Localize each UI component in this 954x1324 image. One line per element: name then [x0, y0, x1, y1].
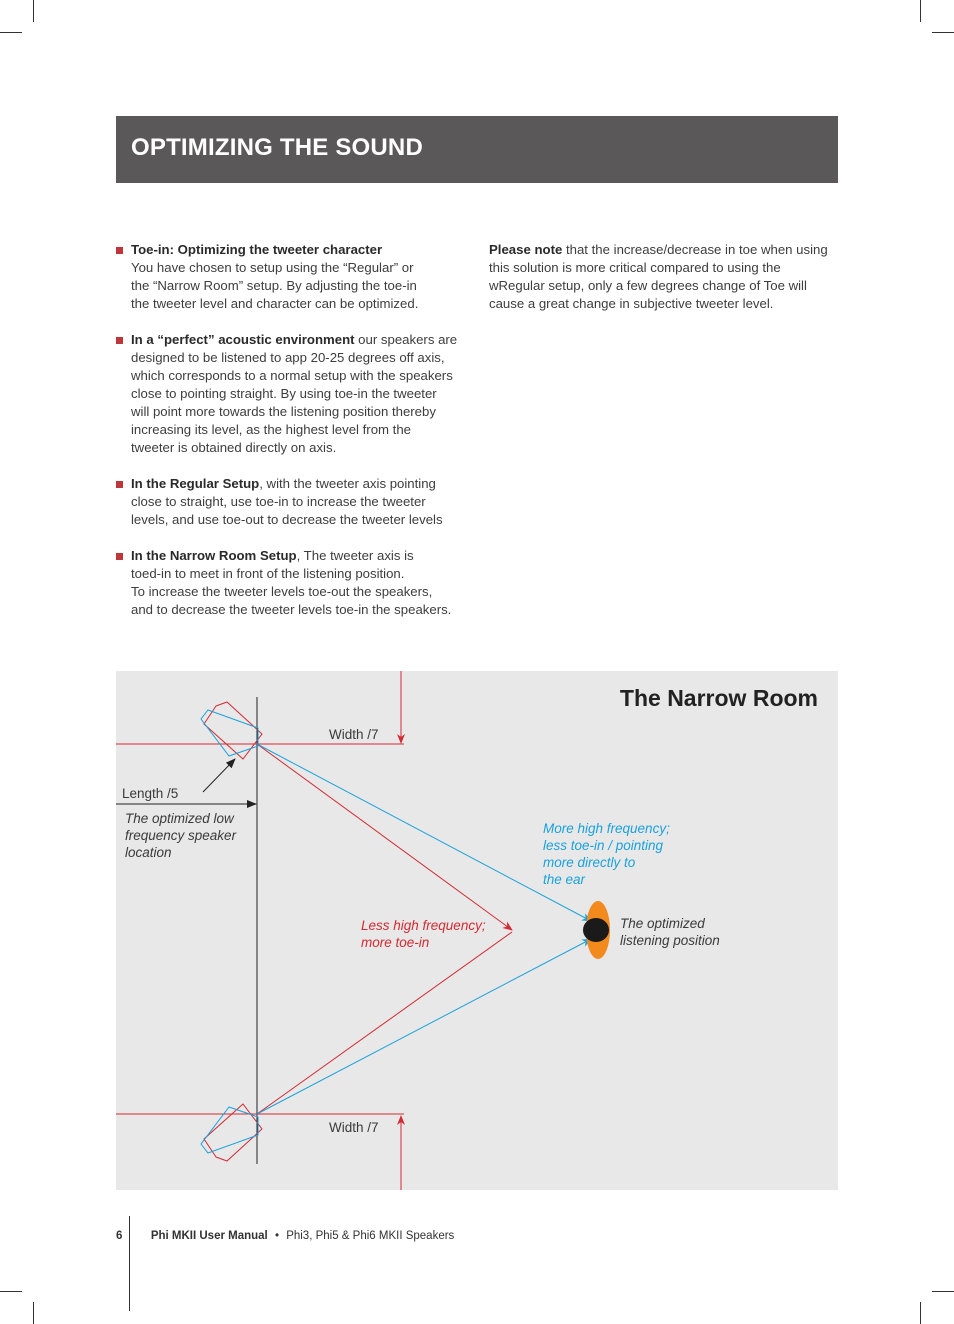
right-column — [489, 241, 841, 313]
diagram-title: The Narrow Room — [619, 685, 818, 711]
crop-mark — [920, 0, 921, 22]
text-line: You have chosen to setup using the “Regular” or — [131, 260, 414, 275]
text-line: listening position — [620, 933, 720, 948]
text-line: levels, and use toe-out to decrease the tweeter levels — [131, 512, 443, 527]
bullet-item — [131, 475, 471, 529]
footer-divider — [129, 1216, 130, 1311]
crop-mark — [920, 1302, 921, 1324]
manual-title: Phi MKII User Manual — [150, 1230, 268, 1242]
text-line: increasing its level, as the highest level from the — [131, 422, 412, 437]
bullet-heading: In the Regular Setup — [131, 476, 260, 491]
section-title: OPTIMIZING THE SOUND — [131, 134, 423, 161]
text-line: close to straight, use toe-in to increase the tweeter — [131, 494, 426, 509]
bullet-icon — [116, 247, 123, 254]
bullet-heading: In the Narrow Room Setup — [131, 548, 297, 563]
crop-mark — [0, 32, 22, 33]
text-line: Less high frequency; — [361, 918, 486, 933]
width-label-top: Width /7 — [329, 727, 379, 742]
text-line: the tweeter level and character can be optimized. — [131, 296, 419, 311]
blue-ray-top — [257, 744, 591, 921]
text-line: tweeter is obtained directly on axis. — [131, 440, 337, 455]
bullet-icon — [116, 553, 123, 560]
crop-mark — [0, 1291, 22, 1292]
text-line: wRegular setup, only a few degrees change of Toe will — [489, 278, 807, 293]
red-ray-bottom — [257, 932, 512, 1114]
footer-separator: • — [274, 1230, 279, 1242]
length-label: Length /5 — [122, 786, 179, 801]
crop-mark — [932, 1291, 954, 1292]
bullet-icon — [116, 337, 123, 344]
text-line: that the increase/decrease in toe when using — [562, 242, 828, 257]
crop-mark — [33, 0, 34, 22]
text-line: more directly to — [543, 855, 636, 870]
text-line: The optimized low — [125, 811, 234, 826]
text-line: less toe-in / pointing — [543, 838, 664, 853]
text-line: More high frequency; — [543, 821, 670, 836]
listener-dot — [583, 918, 609, 942]
blue-ray-bottom — [257, 939, 591, 1114]
section-header — [116, 116, 838, 183]
note-heading: Please note — [489, 242, 563, 257]
text-line: To increase the tweeter levels toe-out the speakers, — [131, 584, 433, 599]
more-high-frequency-label — [543, 820, 670, 888]
text-line: The optimized — [620, 916, 705, 931]
text-line: toed-in to meet in front of the listening position. — [131, 566, 405, 581]
speaker-bottom — [201, 1104, 262, 1161]
text-line: will point more towards the listening position thereby — [131, 404, 436, 419]
manual-subtitle: Phi3, Phi5 & Phi6 MKII Speakers — [286, 1230, 455, 1242]
text-line: this solution is more critical compared to using the — [489, 260, 781, 275]
text-line: location — [125, 845, 172, 860]
text-line: the ear — [543, 872, 586, 887]
crop-mark — [33, 1302, 34, 1324]
text-line: more toe-in — [361, 935, 430, 950]
page-footer — [116, 1230, 454, 1242]
bullet-heading: Toe-in: Optimizing the tweeter character — [131, 242, 383, 257]
bullet-item — [131, 331, 471, 457]
width-label-bottom: Width /7 — [329, 1120, 379, 1135]
bullet-heading: In a “perfect” acoustic environment — [131, 332, 355, 347]
low-frequency-label — [125, 810, 236, 861]
narrow-room-diagram — [116, 671, 838, 1190]
left-column — [131, 241, 471, 637]
crop-mark — [932, 32, 954, 33]
pointer-arrow — [203, 759, 235, 792]
text-line: our speakers are — [354, 332, 458, 347]
text-line: , The tweeter axis is — [296, 548, 414, 563]
text-line: frequency speaker — [125, 828, 237, 843]
less-high-frequency-label — [361, 917, 486, 951]
text-line: cause a great change in subjective tweeter level. — [489, 296, 774, 311]
page-number: 6 — [116, 1230, 123, 1242]
listening-position-label — [620, 915, 720, 949]
text-line: which corresponds to a normal setup with the speakers — [131, 368, 453, 383]
text-line: close to pointing straight. By using toe-in the tweeter — [131, 386, 437, 401]
text-line: and to decrease the tweeter levels toe-in the speakers. — [131, 602, 452, 617]
text-line: the “Narrow Room” setup. By adjusting the toe-in — [131, 278, 417, 293]
bullet-item — [131, 241, 471, 313]
bullet-item — [131, 547, 471, 619]
text-line: , with the tweeter axis pointing — [259, 476, 436, 491]
red-ray-top — [257, 744, 512, 930]
text-line: designed to be listened to app 20-25 degrees off axis, — [131, 350, 445, 365]
speaker-top — [201, 702, 262, 759]
bullet-icon — [116, 481, 123, 488]
